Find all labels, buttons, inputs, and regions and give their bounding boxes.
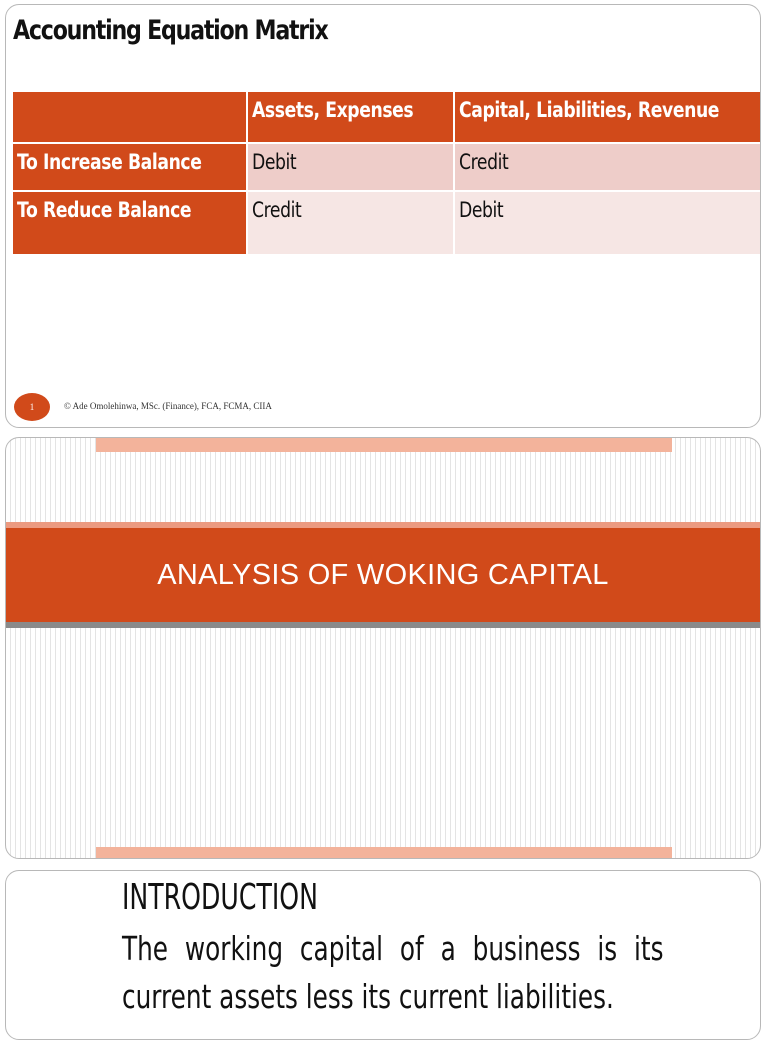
copyright-text: © Ade Omolehinwa, MSc. (Finance), FCA, FCMA, CIIA <box>64 401 272 411</box>
title-band <box>6 528 760 622</box>
row-label: To Reduce Balance <box>13 191 247 255</box>
slide-accounting-matrix <box>5 4 761 428</box>
table-cell: Credit <box>454 143 761 191</box>
slide-body-text <box>122 925 664 1021</box>
table-cell: Debit <box>247 143 454 191</box>
table-header-cell: Assets, Expenses <box>247 92 454 143</box>
table-cell: Debit <box>454 191 761 255</box>
page-number-badge: 1 <box>14 393 50 421</box>
table-header-cell-empty <box>13 92 247 143</box>
table-row <box>13 143 761 191</box>
slide-heading: INTRODUCTION <box>122 877 318 918</box>
table-cell: Credit <box>247 191 454 255</box>
table-header-row <box>13 92 761 143</box>
table-row <box>13 191 761 255</box>
decorative-stripe <box>6 622 760 628</box>
section-title: ANALYSIS OF WOKING CAPITAL <box>157 558 609 591</box>
accounting-matrix-table <box>13 92 761 256</box>
row-label: To Increase Balance <box>13 143 247 191</box>
decorative-top-bar <box>96 437 672 452</box>
body-line: current assets less its current liabilities. <box>122 977 614 1016</box>
decorative-bottom-bar <box>96 847 672 859</box>
slide-section-title <box>5 437 761 859</box>
slide-introduction <box>5 870 761 1040</box>
table-header-cell: Capital, Liabilities, Revenue <box>454 92 761 143</box>
body-line: The working capital of a business is its <box>122 929 664 968</box>
slide-title: Accounting Equation Matrix <box>13 15 328 46</box>
